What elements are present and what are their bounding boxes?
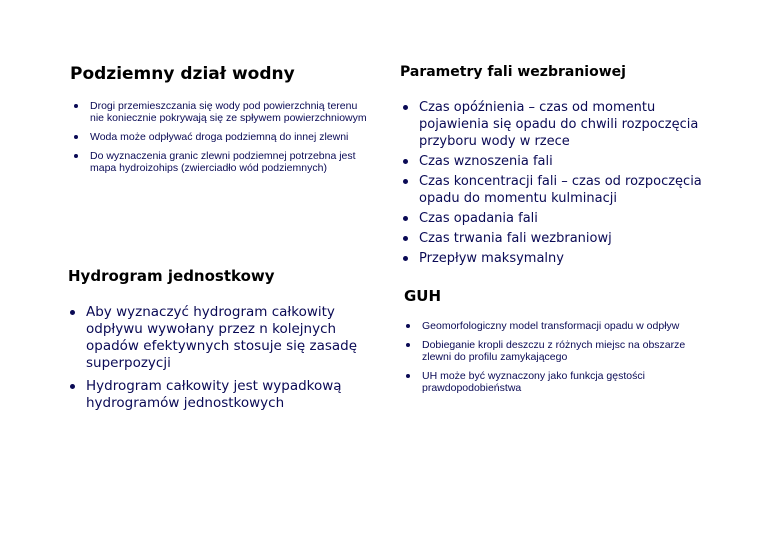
list-item: Czas opóźnienia – czas od momentu pojawienia się opadu do chwili rozpoczęcia przyboru wody w rzece	[403, 99, 703, 150]
section-title-parametry-fali: Parametry fali wezbraniowej	[400, 64, 626, 80]
bullet-list-parametry-fali	[403, 99, 703, 270]
list-item: Czas wznoszenia fali	[403, 153, 703, 170]
list-item: Czas koncentracji fali – czas od rozpoczęcia opadu do momentu kulminacji	[403, 173, 703, 207]
list-item: Czas opadania fali	[403, 210, 703, 227]
section-title-hydrogram-jednostkowy: Hydrogram jednostkowy	[68, 267, 275, 285]
list-item: Przepływ maksymalny	[403, 250, 703, 267]
bullet-list-guh	[406, 320, 696, 401]
list-item: Woda może odpływać droga podziemną do innej zlewni	[74, 131, 374, 143]
list-item: Geomorfologiczny model transformacji opadu w odpływ	[406, 320, 696, 332]
bullet-list-podziemny-dzial-wodny	[74, 100, 374, 181]
list-item: Hydrogram całkowity jest wypadkową hydrogramów jednostkowych	[70, 378, 380, 412]
list-item: Czas trwania fali wezbraniowj	[403, 230, 703, 247]
bullet-list-hydrogram-jednostkowy	[70, 304, 380, 418]
section-title-guh: GUH	[404, 287, 442, 305]
list-item: Dobieganie kropli deszczu z różnych miejsc na obszarze zlewni do profilu zamykającego	[406, 339, 696, 363]
list-item: Do wyznaczenia granic zlewni podziemnej potrzebna jest mapa hydroizohips (zwierciadło wód podziemnych)	[74, 150, 374, 174]
list-item: Drogi przemieszczania się wody pod powierzchnią terenu nie koniecznie pokrywają się ze spływem powierzchniowym	[74, 100, 374, 124]
list-item: Aby wyznaczyć hydrogram całkowity odpływu wywołany przez n kolejnych opadów efektywnych stosuje się zasadę superpozycji	[70, 304, 380, 372]
list-item: UH może być wyznaczony jako funkcja gęstości prawdopodobieństwa	[406, 370, 696, 394]
section-title-podziemny-dzial-wodny: Podziemny dział wodny	[70, 64, 295, 84]
